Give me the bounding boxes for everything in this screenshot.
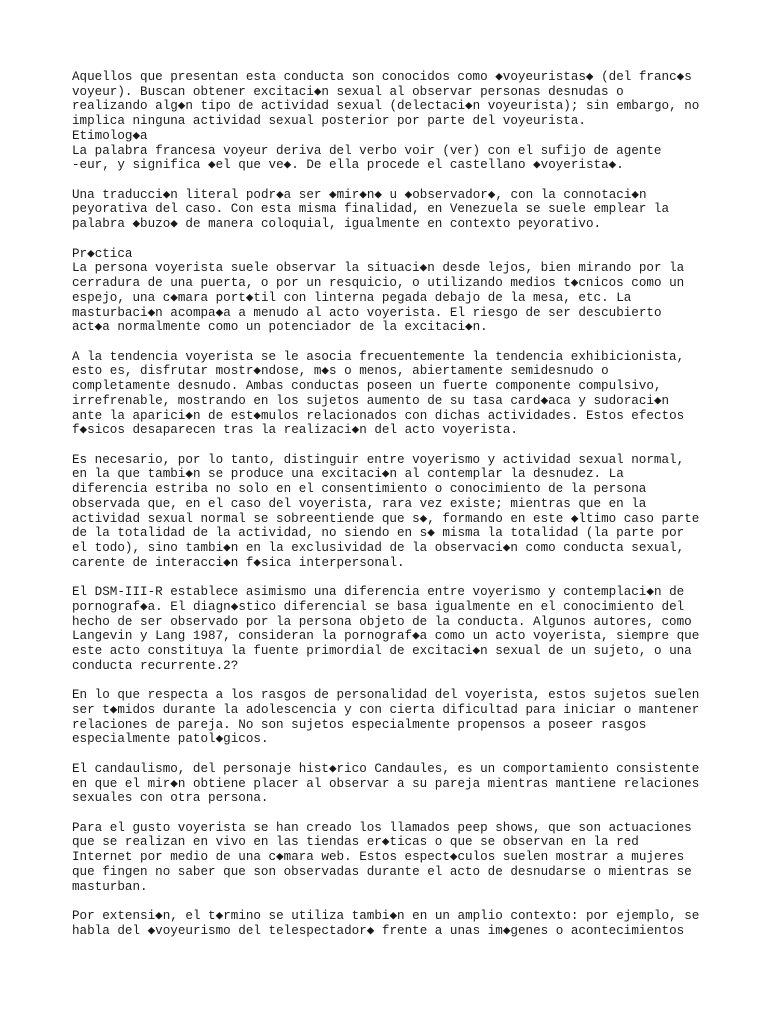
text-line: ser t◆midos durante la adolescencia y con cierta dificultad para iniciar o mantener [72, 702, 700, 717]
text-line: Una traducci◆n literal podr◆a ser ◆mir◆n◆ u ◆observador◆, con la connotaci◆n [72, 187, 647, 202]
text-line: realizando alg◆n tipo de actividad sexual (delectaci◆n voyeurista); sin embargo, no [72, 99, 700, 114]
document-page [72, 70, 712, 938]
text-line: observada que, en el caso del voyerista, rara vez existe; mientras que en la [72, 496, 647, 511]
document-body [72, 70, 712, 938]
text-line: de la totalidad de la actividad, no siendo en s◆ misma la totalidad (la parte por [72, 526, 685, 541]
paragraph [72, 821, 712, 895]
text-line: La palabra francesa voyeur deriva del verbo voir (ver) con el sufijo de agente [72, 143, 662, 158]
text-line: sexuales con otra persona. [72, 791, 269, 806]
text-line: El candaulismo, del personaje hist◆rico Candaules, es un comportamiento consistente [72, 761, 700, 776]
paragraph [72, 188, 712, 232]
text-line: en que el mir◆n obtiene placer al observar a su pareja mientras mantiene relaciones [72, 776, 700, 791]
text-line: diferencia estriba no solo en el consentimiento o conocimiento de la persona [72, 482, 647, 497]
text-line: el todo), sino tambi◆n en la exclusividad de la observaci◆n como conducta sexual, [72, 541, 685, 555]
text-line: Langevin y Lang 1987, consideran la pornograf◆a como un acto voyerista, siempre que [72, 629, 700, 644]
text-line: actividad sexual normal se sobreentiende que s◆, formando en este ◆ltimo caso parte [72, 511, 700, 526]
text-line: pornograf◆a. El diagn◆stico diferencial se basa igualmente en el conocimiento del [72, 599, 685, 614]
paragraph [72, 70, 712, 129]
text-line: palabra ◆buzo◆ de manera coloquial, igualmente en contexto peyorativo. [72, 217, 602, 232]
text-line: implica ninguna actividad sexual posterior por parte del voyeurista. [72, 114, 586, 129]
text-line: masturbaci◆n acompa◆a a menudo al acto voyerista. El riesgo de ser descubierto [72, 305, 662, 320]
text-line: Internet por medio de una c◆mara web. Estos espect◆culos suelen mostrar a mujeres [72, 850, 685, 865]
text-line: en la que tambi◆n se produce una excitaci◆n al contemplar la desnudez. La [72, 467, 624, 482]
text-line: Etimolog◆a [72, 128, 148, 143]
text-line: irrefrenable, mostrando en los sujetos aumento de su tasa card◆aca y sudoraci◆n [72, 393, 670, 408]
text-line: En lo que respecta a los rasgos de personalidad del voyerista, estos sujetos suelen [72, 688, 700, 703]
text-line: que se realizan en vivo en las tiendas er◆ticas o que se observan en la red [72, 835, 639, 850]
paragraph [72, 247, 712, 262]
text-line: carente de interacci◆n f◆sica interpersonal. [72, 555, 405, 570]
paragraph [72, 909, 712, 938]
text-line: relaciones de pareja. No son sujetos especialmente propensos a poseer rasgos [72, 717, 647, 732]
text-line: cerradura de una puerta, o por un resquicio, o utilizando medios t◆cnicos como un [72, 276, 685, 291]
paragraph [72, 350, 712, 438]
text-line: especialmente patol◆gicos. [72, 732, 269, 747]
text-line: La persona voyerista suele observar la situaci◆n desde lejos, bien mirando por la [72, 261, 685, 276]
text-line: peyorativa del caso. Con esta misma finalidad, en Venezuela se suele emplear la [72, 202, 670, 217]
text-line: hecho de ser observado por la persona objeto de la conducta. Algunos autores, como [72, 614, 692, 629]
text-line: completamente desnudo. Ambas conductas poseen un fuerte componente compulsivo, [72, 379, 662, 394]
text-line: Es necesario, por lo tanto, distinguir entre voyerismo y actividad sexual normal, [72, 452, 685, 467]
text-line: Pr◆ctica [72, 246, 133, 261]
text-line: f◆sicos desaparecen tras la realizaci◆n del acto voyerista. [72, 423, 518, 438]
text-line: habla del ◆voyeurismo del telespectador◆ frente a unas im◆genes o acontecimientos [72, 923, 685, 938]
paragraph [72, 688, 712, 747]
text-line: Aquellos que presentan esta conducta son conocidos como ◆voyeuristas◆ (del franc◆s [72, 70, 692, 84]
text-line: A la tendencia voyerista se le asocia frecuentemente la tendencia exhibicionista, [72, 349, 685, 364]
paragraph [72, 144, 712, 173]
text-line: -eur, y significa ◆el que ve◆. De ella procede el castellano ◆voyerista◆. [72, 158, 624, 173]
text-line: voyeur). Buscan obtener excitaci◆n sexual al observar personas desnudas o [72, 84, 624, 99]
text-line: conducta recurrente.2? [72, 658, 239, 673]
paragraph [72, 129, 712, 144]
text-line: Para el gusto voyerista se han creado los llamados peep shows, que son actuaciones [72, 820, 692, 835]
text-line: este acto constituya la fuente primordial de excitaci◆n sexual de un sujeto, o una [72, 644, 692, 659]
paragraph [72, 453, 712, 571]
paragraph [72, 762, 712, 806]
text-line: esto es, disfrutar mostr◆ndose, m◆s o menos, abiertamente semidesnudo o [72, 364, 609, 379]
text-line: espejo, una c◆mara port◆til con linterna pegada debajo de la mesa, etc. La [72, 290, 632, 305]
paragraph [72, 585, 712, 673]
text-line: masturban. [72, 879, 148, 894]
text-line: Por extensi◆n, el t◆rmino se utiliza tambi◆n en un amplio contexto: por ejemplo, se [72, 908, 700, 923]
text-line: ante la aparici◆n de est◆mulos relacionados con dichas actividades. Estos efectos [72, 408, 685, 423]
text-line: que fingen no saber que son observadas durante el acto de desnudarse o mientras se [72, 864, 692, 879]
paragraph [72, 261, 712, 335]
text-line: act◆a normalmente como un potenciador de la excitaci◆n. [72, 320, 488, 335]
text-line: El DSM-III-R establece asimismo una diferencia entre voyerismo y contemplaci◆n de [72, 585, 685, 600]
